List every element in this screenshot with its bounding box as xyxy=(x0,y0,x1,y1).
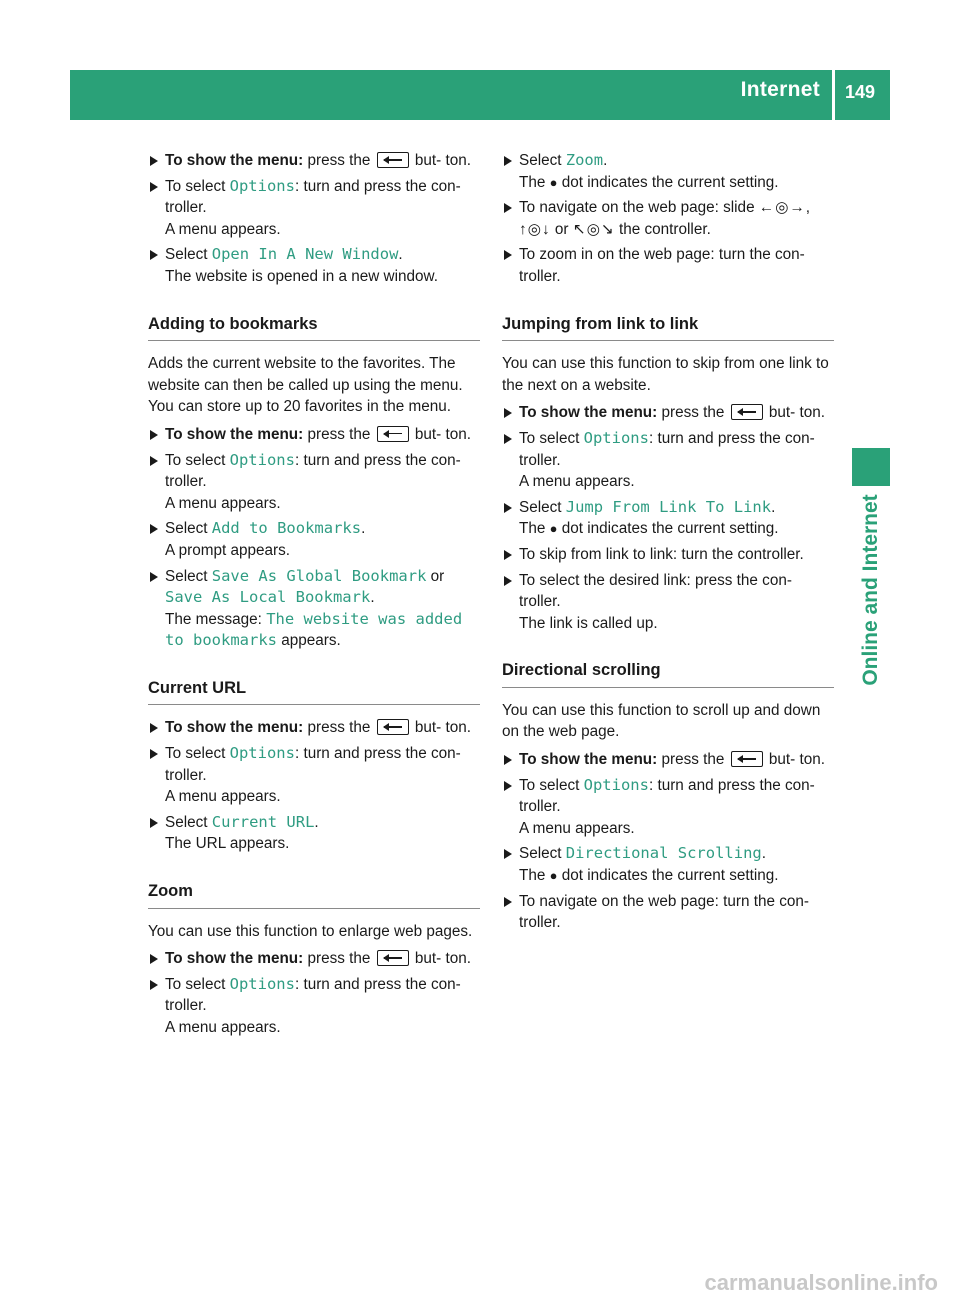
menu-item-add-to-bookmarks: Add to Bookmarks xyxy=(211,519,362,538)
step-select-options xyxy=(502,775,834,840)
step-select-jump-link xyxy=(502,497,834,540)
step-note: dot indicates the current setting. xyxy=(561,867,779,885)
page-number: 149 xyxy=(845,82,876,102)
step-select-options xyxy=(148,743,480,808)
filled-dot-icon: ● xyxy=(549,868,558,884)
back-button-icon xyxy=(377,152,409,168)
menu-item-options: Options xyxy=(229,974,295,993)
step-zoom-in xyxy=(502,244,834,287)
step-text: To select xyxy=(165,745,226,763)
heading-jumping-links: Jumping from link to link xyxy=(502,314,834,342)
step-note: dot indicates the current setting. xyxy=(561,520,779,538)
step-text: Select xyxy=(519,498,562,516)
step-text: press the xyxy=(307,719,371,737)
heading-directional-scrolling: Directional scrolling xyxy=(502,660,834,688)
step-select-current-url xyxy=(148,812,480,855)
step-select-new-window xyxy=(148,244,480,287)
menu-item-open-new-window: Open In A New Window xyxy=(211,245,399,264)
back-button-icon xyxy=(731,404,763,420)
message-website-added: The website was added to bookmarks xyxy=(165,609,463,650)
step-text: : turn and press the con- troller. xyxy=(165,745,461,784)
step-text: Select xyxy=(165,567,208,585)
step-select-options xyxy=(148,974,480,1039)
controller-slide-left-right-icon: ←◎→ xyxy=(758,199,806,217)
step-text: Select xyxy=(519,152,562,169)
step-text: . xyxy=(603,152,608,169)
step-bold: To show the menu: xyxy=(165,152,304,169)
step-text: or xyxy=(554,220,569,238)
step-show-menu xyxy=(502,402,834,424)
step-text: . xyxy=(314,813,319,831)
step-note: A menu appears. xyxy=(519,473,635,491)
step-note: The website is opened in a new window. xyxy=(165,267,438,285)
step-text: To select xyxy=(165,451,226,469)
header-bar xyxy=(70,70,890,120)
step-bold: To show the menu: xyxy=(165,950,304,968)
scroll-description: You can use this function to scroll up and down on the web page. xyxy=(502,701,821,741)
step-text: press the xyxy=(661,751,725,769)
step-note: The URL appears. xyxy=(165,835,290,853)
back-button-icon xyxy=(731,751,763,767)
step-text: but- ton. xyxy=(414,950,472,968)
menu-item-options: Options xyxy=(229,450,295,469)
menu-item-directional-scrolling: Directional Scrolling xyxy=(565,844,762,863)
step-note: A menu appears. xyxy=(165,1019,281,1036)
heading-zoom: Zoom xyxy=(148,881,480,909)
back-button-icon xyxy=(377,426,409,442)
step-note: A menu appears. xyxy=(165,494,281,512)
step-text: but- ton. xyxy=(414,152,472,169)
menu-item-zoom: Zoom xyxy=(565,151,604,169)
step-text: To select the desired link: press the con- troller. xyxy=(519,571,792,611)
step-note: The message: xyxy=(165,610,262,628)
step-select-add-bookmarks xyxy=(148,518,480,561)
step-text: To select xyxy=(165,975,226,993)
step-select-zoom xyxy=(502,150,834,193)
step-note: dot indicates the current setting. xyxy=(561,173,779,191)
step-show-menu xyxy=(502,749,834,771)
side-tab-label: Online and Internet xyxy=(859,494,882,686)
step-text: To zoom in on the web page: turn the con- troller. xyxy=(519,246,805,285)
step-navigate-page: To navigate on the web page: slide ←◎→, ↑◎↓ or ↖◎↘ the controller. xyxy=(502,197,834,240)
left-column xyxy=(148,150,480,1043)
step-text: To navigate on the web page: slide xyxy=(519,199,755,217)
header-title: Internet xyxy=(740,78,820,101)
step-text: : turn and press the con- troller. xyxy=(165,451,461,491)
step-text: Select xyxy=(519,845,562,863)
step-note: A menu appears. xyxy=(165,220,281,238)
step-text: . xyxy=(398,246,403,264)
step-text: Select xyxy=(165,246,208,264)
step-note: A menu appears. xyxy=(519,819,635,837)
step-text: the controller. xyxy=(619,220,711,238)
step-bold: To show the menu: xyxy=(519,751,658,769)
menu-item-options: Options xyxy=(583,775,649,794)
step-note: The xyxy=(519,520,546,538)
step-text: press the xyxy=(661,404,725,422)
controller-slide-diagonal-icon: ↖◎↘ xyxy=(572,220,615,238)
step-select-options xyxy=(502,428,834,493)
step-show-menu xyxy=(148,424,480,446)
step-text: but- ton. xyxy=(414,425,472,443)
step-bold: To show the menu: xyxy=(519,404,658,422)
step-text: but- ton. xyxy=(414,719,472,737)
menu-item-jump-from-link-to-link: Jump From Link To Link xyxy=(565,497,772,516)
step-text: : turn and press the con- troller. xyxy=(165,177,461,217)
step-text: To skip from link to link: turn the controller. xyxy=(519,545,804,563)
step-text: To select xyxy=(519,776,580,794)
menu-item-options: Options xyxy=(229,176,295,195)
back-button-icon xyxy=(377,950,409,966)
step-text: : turn and press the con- troller. xyxy=(165,975,461,1015)
step-show-menu xyxy=(148,948,480,970)
step-text: . xyxy=(361,520,366,538)
header-separator xyxy=(832,70,835,120)
step-text: Select xyxy=(165,520,208,538)
step-bold: To show the menu: xyxy=(165,425,304,443)
step-select-directional-scrolling xyxy=(502,843,834,886)
menu-item-options: Options xyxy=(229,744,295,763)
heading-current-url: Current URL xyxy=(148,678,480,706)
filled-dot-icon: ● xyxy=(549,521,558,537)
step-select-link xyxy=(502,570,834,635)
step-text: . xyxy=(370,589,375,607)
bookmarks-description: Adds the current website to the favorites. The website can then be called up using the menu. You can store up to 20 favorites in the menu. xyxy=(148,355,463,416)
step-text: : turn and press the con- troller. xyxy=(519,429,815,469)
step-navigate-scroll xyxy=(502,891,834,934)
step-show-menu xyxy=(148,717,480,739)
step-text: To select xyxy=(519,429,580,447)
menu-item-save-global-bookmark: Save As Global Bookmark xyxy=(211,566,427,585)
step-text: To navigate on the web page: turn the con- troller. xyxy=(519,892,809,932)
step-text: or xyxy=(430,567,445,585)
menu-item-save-local-bookmark: Save As Local Bookmark xyxy=(165,588,371,607)
controller-slide-up-down-icon: ↑◎↓ xyxy=(519,220,551,238)
zoom-description: You can use this function to enlarge web pages. xyxy=(148,922,473,940)
step-text: but- ton. xyxy=(768,751,826,769)
step-text: but- ton. xyxy=(768,404,826,422)
step-text: . xyxy=(771,498,776,516)
step-note: The link is called up. xyxy=(519,614,658,632)
step-text: : turn and press the con- troller. xyxy=(519,776,815,816)
step-note: The xyxy=(519,173,546,191)
step-show-menu xyxy=(148,150,480,172)
step-text: press the xyxy=(307,425,371,443)
filled-dot-icon: ● xyxy=(549,174,558,190)
step-text: Select xyxy=(165,813,208,831)
step-select-options xyxy=(148,176,480,241)
step-note: A prompt appears. xyxy=(165,541,290,559)
step-note: The xyxy=(519,867,546,885)
step-note: appears. xyxy=(281,632,341,650)
step-text: press the xyxy=(307,950,371,968)
step-text: press the xyxy=(307,152,371,169)
side-tab-marker xyxy=(852,448,890,486)
menu-item-current-url: Current URL xyxy=(211,812,315,831)
step-note: A menu appears. xyxy=(165,788,281,806)
heading-adding-bookmarks: Adding to bookmarks xyxy=(148,314,480,342)
step-text: . xyxy=(761,845,766,863)
step-skip-links xyxy=(502,544,834,566)
step-select-options xyxy=(148,450,480,515)
watermark: carmanualsonline.info xyxy=(704,1270,938,1295)
right-column xyxy=(502,150,834,938)
step-bold: To show the menu: xyxy=(165,719,304,737)
links-description: You can use this function to skip from one link to the next on a website. xyxy=(502,355,829,394)
step-text: To select xyxy=(165,177,226,195)
step-select-save-bookmark xyxy=(148,566,480,652)
back-button-icon xyxy=(377,719,409,735)
menu-item-options: Options xyxy=(583,428,649,447)
